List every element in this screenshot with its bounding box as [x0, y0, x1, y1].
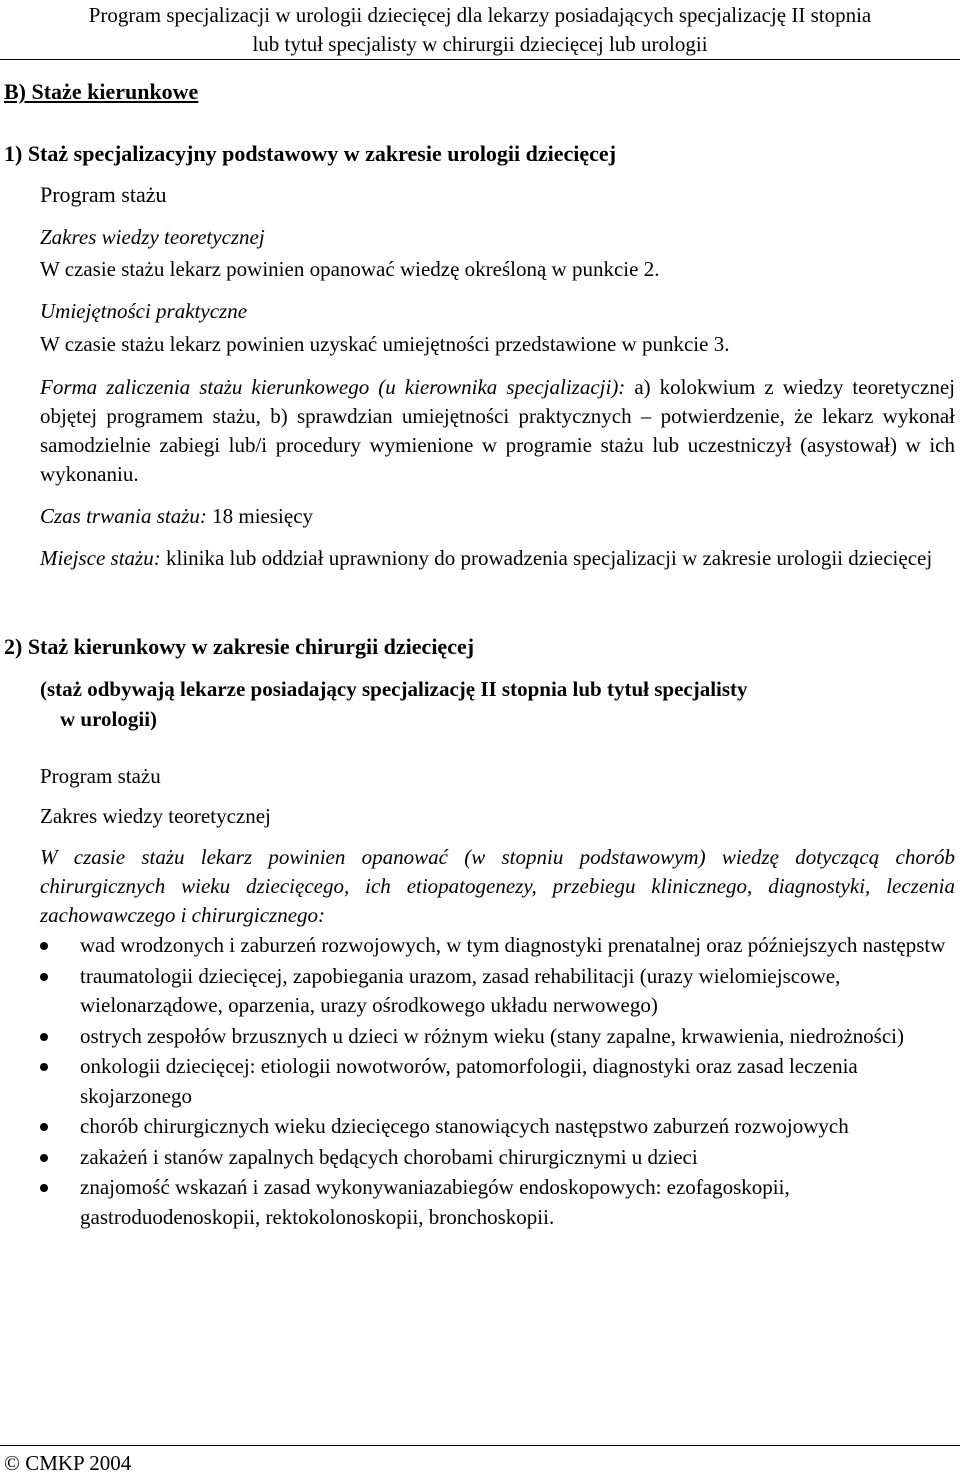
footer-divider — [0, 1445, 960, 1446]
footer-copyright: © CMKP 2004 — [4, 1451, 132, 1475]
s1-place-label: Miejsce stażu: — [40, 546, 161, 570]
s2-theory-label: Zakres wiedzy teoretycznej — [40, 804, 271, 828]
header-divider — [0, 59, 960, 60]
s1-duration-value: 18 miesięcy — [206, 504, 314, 528]
header-line-1: Program specjalizacji w urologii dziecięcej dla lekarzy posiadających specjalizację II stopnia — [88, 3, 872, 27]
list-item: onkologii dziecięcej: etiologii nowotworów, patomorfologii, diagnostyki oraz zasad leczenia skojarzonego — [40, 1052, 955, 1111]
section-2-title: 2) Staż kierunkowy w zakresie chirurgii dziecięcej — [4, 634, 475, 659]
s1-form-label: Forma zaliczenia stażu kierunkowego (u kierownika specjalizacji): — [40, 375, 626, 399]
list-item: traumatologii dziecięcej, zapobiegania urazom, zasad rehabilitacji (urazy wielomiejscowe, wielonarządowe, oparzenia, urazy ośrodkowego układu nerwowego) — [40, 962, 955, 1021]
list-item: wad wrodzonych i zaburzeń rozwojowych, w tym diagnostyki prenatalnej oraz późniejszych następstw — [40, 931, 955, 961]
s1-theory-label: Zakres wiedzy teoretycznej — [40, 225, 265, 249]
section-1-title: 1) Staż specjalizacyjny podstawowy w zakresie urologii dziecięcej — [4, 141, 617, 166]
s1-form-text: a) kolokwium z wiedzy teoretycznej objętej programem stażu, b) sprawdzian umiejętności praktycznych – potwierdzenie, że lekarz wykonał samodzielnie zabiegi lub/i procedury wymienione w programie stażu lub uczestniczył (asystował) w ich wykonaniu. — [40, 375, 956, 486]
s1-skills-label: Umiejętności praktyczne — [40, 299, 248, 323]
s2-note-line-2: w urologii) — [60, 707, 158, 731]
bullet-icon — [40, 1123, 48, 1131]
s1-duration-label: Czas trwania stażu: — [40, 504, 207, 528]
s1-place-value: klinika lub oddział uprawniony do prowadzenia specjalizacji w zakresie urologii dziecięcej — [160, 546, 933, 570]
s1-duration — [40, 502, 313, 531]
s1-place — [40, 544, 955, 573]
list-item: zakażeń i stanów zapalnych będących chorobami chirurgicznymi u dzieci — [40, 1143, 955, 1173]
bullet-icon — [40, 942, 48, 950]
bullet-icon — [40, 973, 48, 981]
s2-note-line-1: (staż odbywają lekarze posiadający specjalizację II stopnia lub tytuł specjalisty — [40, 677, 748, 701]
s1-form-paragraph — [40, 373, 955, 489]
bullet-icon — [40, 1184, 48, 1192]
header-line-2: lub tytuł specjalisty w chirurgii dziecięcej lub urologii — [252, 32, 708, 56]
s1-program-label: Program stażu — [40, 182, 167, 207]
page-header — [0, 0, 960, 59]
section-b-title: B) Staże kierunkowe — [4, 79, 199, 104]
s1-skills-text: W czasie stażu lekarz powinien uzyskać umiejętności przedstawione w punkcie 3. — [40, 332, 730, 356]
list-item: ostrych zespołów brzusznych u dzieci w różnym wieku (stany zapalne, krwawienia, niedrożności) — [40, 1022, 955, 1052]
s2-theory-intro: W czasie stażu lekarz powinien opanować (w stopniu podstawowym) wiedzę dotyczącą chorób chirurgicznych wieku dziecięcego, ich etiopatogenezy, przebiegu klinicznego, diagnostyki, leczenia zachowawczego i chirurgicznego: — [40, 845, 955, 927]
s2-program-label: Program stażu — [40, 764, 161, 788]
bullet-icon — [40, 1033, 48, 1041]
bullet-icon — [40, 1154, 48, 1162]
list-item: chorób chirurgicznych wieku dziecięcego stanowiących następstwo zaburzeń rozwojowych — [40, 1112, 955, 1142]
list-item: znajomość wskazań i zasad wykonywaniazabiegów endoskopowych: ezofagoskopii, gastroduodenoskopii, rektokolonoskopii, bronchoskopii. — [40, 1173, 955, 1232]
bullet-icon — [40, 1063, 48, 1071]
s2-bullet-list — [40, 931, 955, 1233]
s1-theory-text: W czasie stażu lekarz powinien opanować wiedzę określoną w punkcie 2. — [40, 257, 660, 281]
